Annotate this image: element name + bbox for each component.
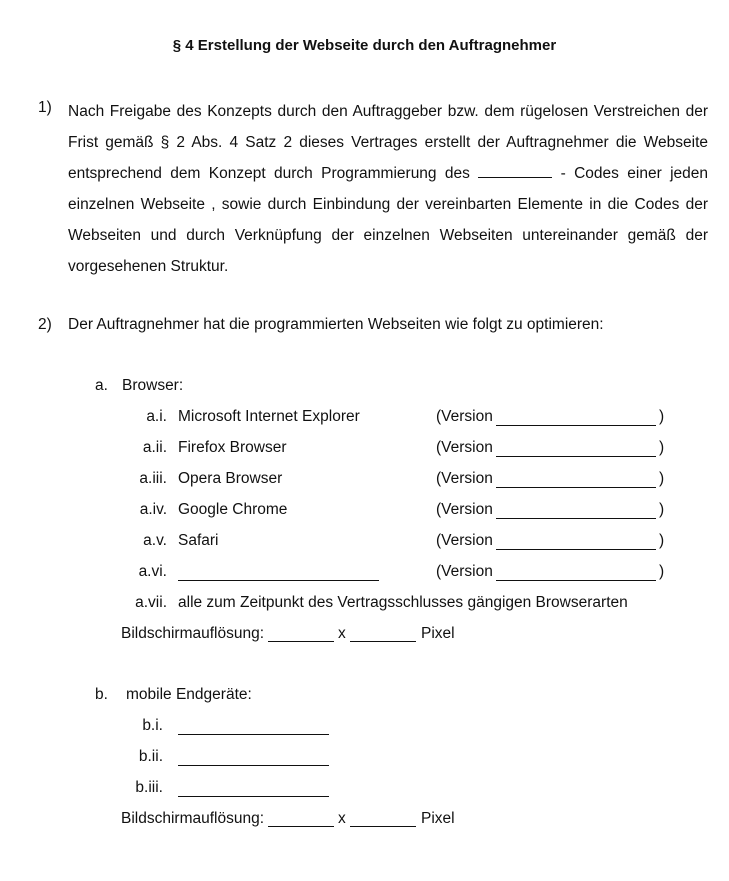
mobile-item-number: b.i. <box>142 717 163 734</box>
version-blank[interactable] <box>496 579 656 581</box>
browser-name-blank[interactable] <box>178 579 379 581</box>
browser-item-name: Google Chrome <box>178 501 288 518</box>
version-label: (Version <box>436 439 493 456</box>
resolution-label: Bildschirmauflösung: <box>121 625 265 642</box>
mobile-item-number: b.ii. <box>138 748 163 765</box>
version-close-paren: ) <box>659 563 665 580</box>
mobile-heading: mobile Endgeräte: <box>126 686 252 703</box>
browser-item-number: a.i. <box>146 408 167 425</box>
version-blank[interactable] <box>496 517 656 519</box>
section-title: § 4 Erstellung der Webseite durch den Auftragnehmer <box>172 37 557 54</box>
version-close-paren: ) <box>659 501 665 518</box>
browser-item-name: Firefox Browser <box>178 439 287 456</box>
version-label: (Version <box>436 563 493 580</box>
mobile-device-blank[interactable] <box>178 764 329 766</box>
version-blank[interactable] <box>496 455 656 457</box>
version-blank[interactable] <box>496 548 656 550</box>
browser-item-number: a.iv. <box>139 501 167 518</box>
browser-item-number: a.ii. <box>142 439 167 456</box>
version-label: (Version <box>436 501 493 518</box>
mobile-item-number: b.iii. <box>135 779 163 796</box>
resolution-height-blank[interactable] <box>350 640 416 642</box>
mobile-resolution-unit: Pixel <box>421 810 455 827</box>
browser-item-number: a.iii. <box>139 470 167 487</box>
browser-heading: Browser: <box>122 377 184 394</box>
browser-item-name: Opera Browser <box>178 470 283 487</box>
browser-item-name: Safari <box>178 532 219 549</box>
section-1-text-start: Nach Freigabe des Konzepts durch den Auftraggeber bzw. dem rügelosen Verstreichen der Frist gemäß § 2 Abs. 4 Satz 2 dieses Vertrages erstellt der Auftragnehmer die Webseite entsprechend dem Konzept durch Programmierung des <box>68 103 708 182</box>
browser-item-number: a.v. <box>143 532 167 549</box>
version-close-paren: ) <box>659 439 665 456</box>
mobile-letter: b. <box>95 686 108 703</box>
mobile-resolution-x: x <box>338 810 346 827</box>
section-1-number: 1) <box>38 99 52 116</box>
version-label: (Version <box>436 408 493 425</box>
mobile-device-blank[interactable] <box>178 733 329 735</box>
resolution-unit: Pixel <box>421 625 455 642</box>
version-close-paren: ) <box>659 470 665 487</box>
mobile-resolution-height-blank[interactable] <box>350 825 416 827</box>
version-label: (Version <box>436 532 493 549</box>
version-close-paren: ) <box>659 408 665 425</box>
mobile-device-blank[interactable] <box>178 795 329 797</box>
version-blank[interactable] <box>496 424 656 426</box>
browser-item-number: a.vii. <box>135 594 167 611</box>
code-language-blank[interactable] <box>478 162 552 178</box>
mobile-resolution-width-blank[interactable] <box>268 825 334 827</box>
section-2-text: Der Auftragnehmer hat die programmierten Webseiten wie folgt zu optimieren: <box>68 316 604 333</box>
section-1-paragraph <box>68 96 708 282</box>
browser-letter: a. <box>95 377 108 394</box>
browser-item-name: alle zum Zeitpunkt des Vertragsschlusses gängigen Browserarten <box>178 594 628 611</box>
browser-item-number: a.vi. <box>138 563 167 580</box>
mobile-resolution-label: Bildschirmauflösung: <box>121 810 265 827</box>
version-label: (Version <box>436 470 493 487</box>
resolution-width-blank[interactable] <box>268 640 334 642</box>
version-blank[interactable] <box>496 486 656 488</box>
resolution-x: x <box>338 625 346 642</box>
section-1-text-end: - Codes einer jeden einzelnen Webseite , sowie durch Einbindung der vereinbarten Elemente in die Codes der Webseiten und durch Verknüpfung der einzelnen Webseiten untereinander gemäß der vorgesehenen Struktur. <box>68 165 709 275</box>
section-2-number: 2) <box>38 316 52 333</box>
version-close-paren: ) <box>659 532 665 549</box>
browser-item-name: Microsoft Internet Explorer <box>178 408 360 425</box>
